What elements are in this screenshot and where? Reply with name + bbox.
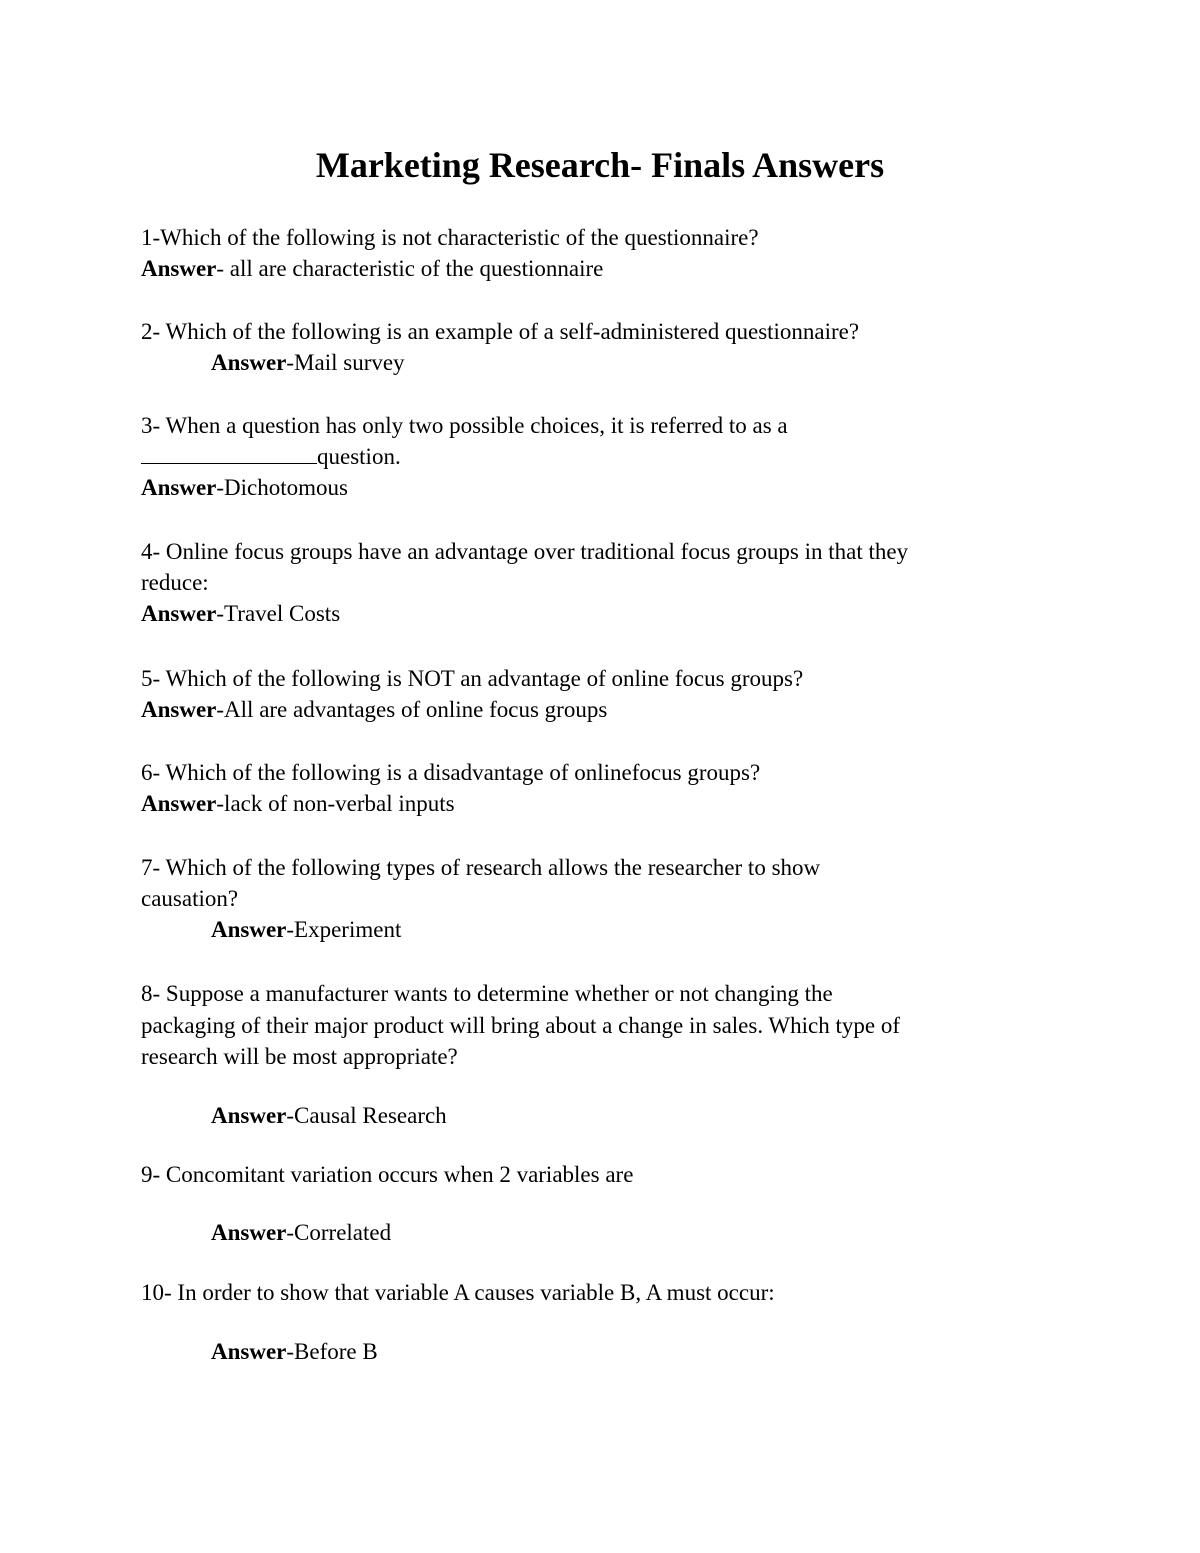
- answer-label: Answer: [141, 601, 217, 626]
- answer-label: Answer: [141, 697, 217, 722]
- answer-label: Answer: [141, 791, 217, 816]
- question-1-text: 1-Which of the following is not characteristic of the questionnaire?: [141, 225, 759, 250]
- answer-1: [141, 253, 603, 284]
- question-5-text: 5- Which of the following is NOT an advantage of online focus groups?: [141, 666, 804, 691]
- answer-label: Answer: [211, 917, 287, 942]
- question-8-text-line-1: 8- Suppose a manufacturer wants to determine whether or not changing the: [141, 981, 833, 1006]
- answer-2: [211, 347, 405, 378]
- answer-10: [211, 1336, 378, 1367]
- answer-label: Answer: [211, 350, 287, 375]
- question-3-suffix: question.: [317, 444, 401, 469]
- answer-label: Answer: [141, 475, 217, 500]
- answer-label: Answer: [211, 1103, 287, 1128]
- answer-label: Answer: [211, 1339, 287, 1364]
- answer-8-text: -Causal Research: [286, 1103, 447, 1128]
- question-10-text: 10- In order to show that variable A causes variable B, A must occur:: [141, 1280, 775, 1305]
- question-4-text-line-1: 4- Online focus groups have an advantage over traditional focus groups in that they: [141, 539, 909, 564]
- answer-3-text: -Dichotomous: [216, 475, 348, 500]
- question-2-text: 2- Which of the following is an example of a self-administered questionnaire?: [141, 319, 860, 344]
- question-6-text: 6- Which of the following is a disadvantage of onlinefocus groups?: [141, 760, 761, 785]
- answer-6: [141, 788, 455, 819]
- question-9-text: 9- Concomitant variation occurs when 2 variables are: [141, 1162, 634, 1187]
- fill-in-blank: [141, 441, 317, 464]
- question-3-text-line-1: 3- When a question has only two possible choices, it is referred to as a: [141, 413, 788, 438]
- answer-6-text: -lack of non-verbal inputs: [216, 791, 455, 816]
- answer-9: [211, 1217, 391, 1248]
- question-7-text-line-2: causation?: [141, 886, 239, 911]
- answer-4-text: -Travel Costs: [216, 601, 341, 626]
- answer-label: Answer: [141, 256, 217, 281]
- answer-5-text: -All are advantages of online focus groups: [216, 697, 608, 722]
- page-title: Marketing Research- Finals Answers: [315, 145, 885, 185]
- question-4-text-line-2: reduce:: [141, 570, 209, 595]
- answer-label: Answer: [211, 1220, 287, 1245]
- answer-7-text: -Experiment: [286, 917, 402, 942]
- answer-1-text: - all are characteristic of the questionnaire: [216, 256, 604, 281]
- answer-7: [211, 914, 401, 945]
- question-8-text-line-3: research will be most appropriate?: [141, 1044, 458, 1069]
- answer-3: [141, 472, 348, 503]
- answer-2-text: -Mail survey: [286, 350, 405, 375]
- answer-8: [211, 1100, 447, 1131]
- question-7-text-line-1: 7- Which of the following types of research allows the researcher to show: [141, 855, 821, 880]
- question-3-text-line-2: [141, 441, 401, 472]
- answer-9-text: -Correlated: [286, 1220, 392, 1245]
- answer-10-text: -Before B: [286, 1339, 378, 1364]
- answer-4: [141, 598, 340, 629]
- question-8-text-line-2: packaging of their major product will bring about a change in sales. Which type of: [141, 1013, 900, 1038]
- answer-5: [141, 694, 607, 725]
